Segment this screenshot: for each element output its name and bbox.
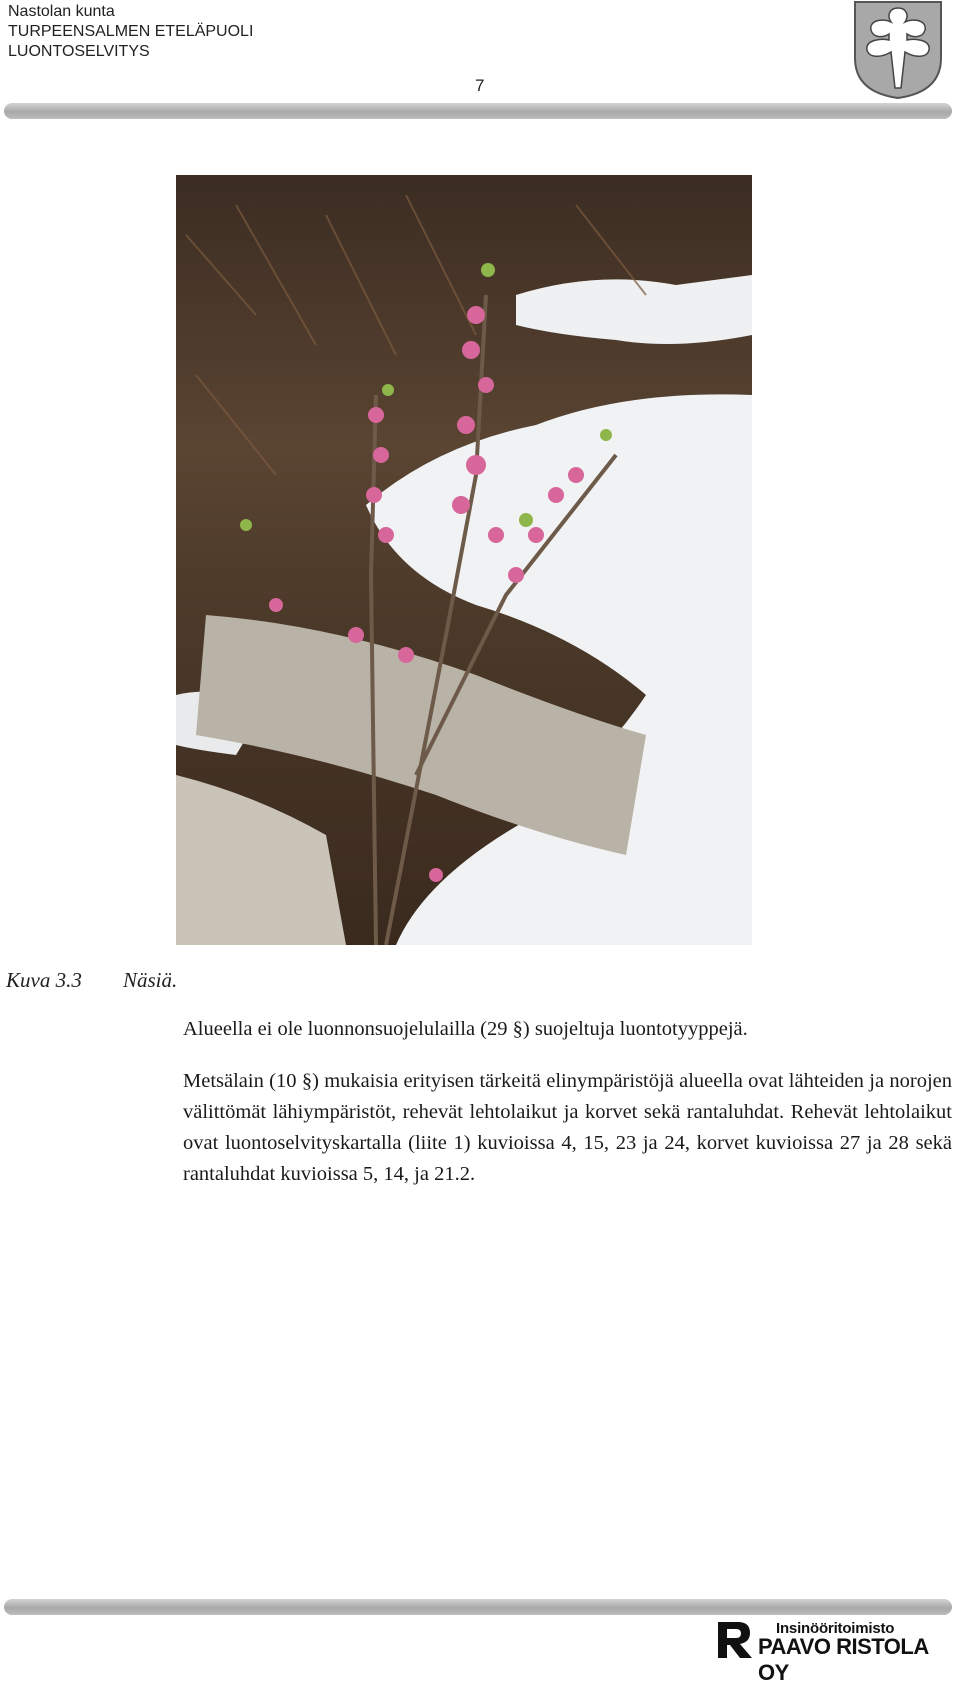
document-header (8, 2, 253, 62)
page-number: 7 (475, 76, 485, 95)
company-logo (718, 1620, 954, 1685)
body-paragraph-1: Alueella ei ole luonnonsuojelulailla (29 §) suojeltuja luontotyyppejä. (183, 1018, 748, 1040)
header-org: Nastolan kunta (8, 3, 115, 20)
municipal-crest-icon (853, 0, 943, 100)
company-logo-r-icon (718, 1622, 752, 1658)
header-report: LUONTOSELVITYS (8, 43, 150, 60)
footer-divider (4, 1599, 952, 1615)
figure-number: Kuva 3.3 (6, 968, 82, 992)
header-project: TURPEENSALMEN ETELÄPUOLI (8, 23, 254, 40)
body-paragraph-2: Metsälain (10 §) mukaisia erityisen tärkeitä elinympäristöjä alueella ovat lähteiden ja norojen välittömät lähiympäristöt, rehevät lehtolaikut ja korvet sekä rantaluhdat. Rehevät lehtolaikut ovat luontoselvityskartalla (liite 1) kuvioissa 4, 15, 23 ja 24, korvet kuvioissa 27 ja 28 sekä rantaluhdat kuvioissa 5, 14, ja 21.2. (183, 1070, 952, 1185)
logo-line-2: PAAVO RISTOLA OY (758, 1634, 928, 1685)
header-divider (4, 103, 952, 119)
figure-photo (176, 175, 752, 945)
logo-line-1: Insinööritoimisto (776, 1620, 895, 1637)
figure-caption: Näsiä. (123, 968, 178, 992)
